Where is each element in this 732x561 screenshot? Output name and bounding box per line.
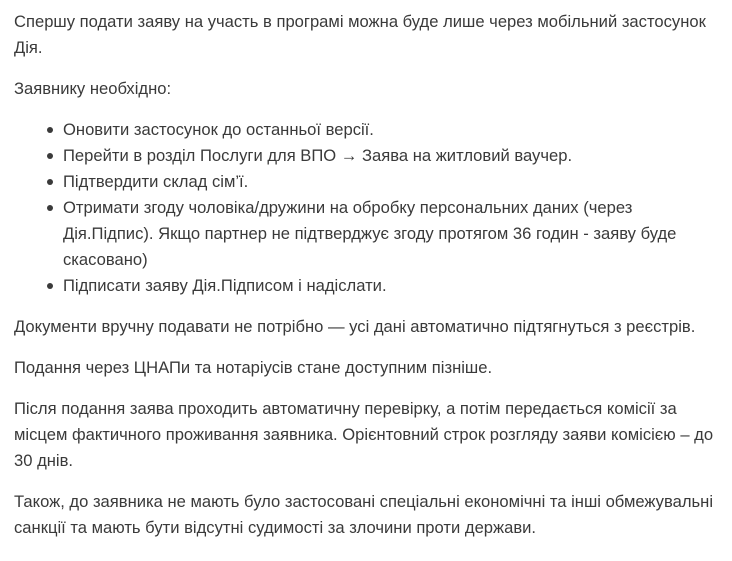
documents-paragraph: Документи вручну подавати не потрібно — усі дані автоматично підтягнуться з реєстрів. [14,317,696,336]
list-item: Оновити застосунок до останньої версії. [63,117,724,143]
list-item: Підписати заяву Дія.Підписом і надіслати. [63,273,724,299]
intro-paragraph: Спершу подати заяву на участь в програмі можна буде лише через мобільний застосунок Дія. [14,12,706,57]
list-item: Отримати згоду чоловіка/дружини на обробку персональних даних (через Дія.Підпис). Якщо партнер не підтверджує згоду протягом 36 годин - заяву буде скасовано) [63,195,724,273]
sanctions-paragraph: Також, до заявника не мають було застосовані спеціальні економічні та інші обмежувальні санкції та мають бути відсутні судимості за злочини проти держави. [14,492,714,537]
list-item: Перейти в розділ Послуги для ВПО → Заява на житловий ваучер. [63,143,724,169]
steps-list [14,117,724,299]
cnap-paragraph: Подання через ЦНАПи та нотаріусів стане доступним пізніше. [14,358,493,377]
review-paragraph: Після подання заява проходить автоматичну перевірку, а потім передається комісії за місцем фактичного проживання заявника. Орієнтовний строк розгляду заяви комісією – до 30 днів. [14,399,714,470]
applicant-needs-paragraph: Заявнику необхідно: [14,79,172,98]
list-item: Підтвердити склад сім’ї. [63,169,724,195]
